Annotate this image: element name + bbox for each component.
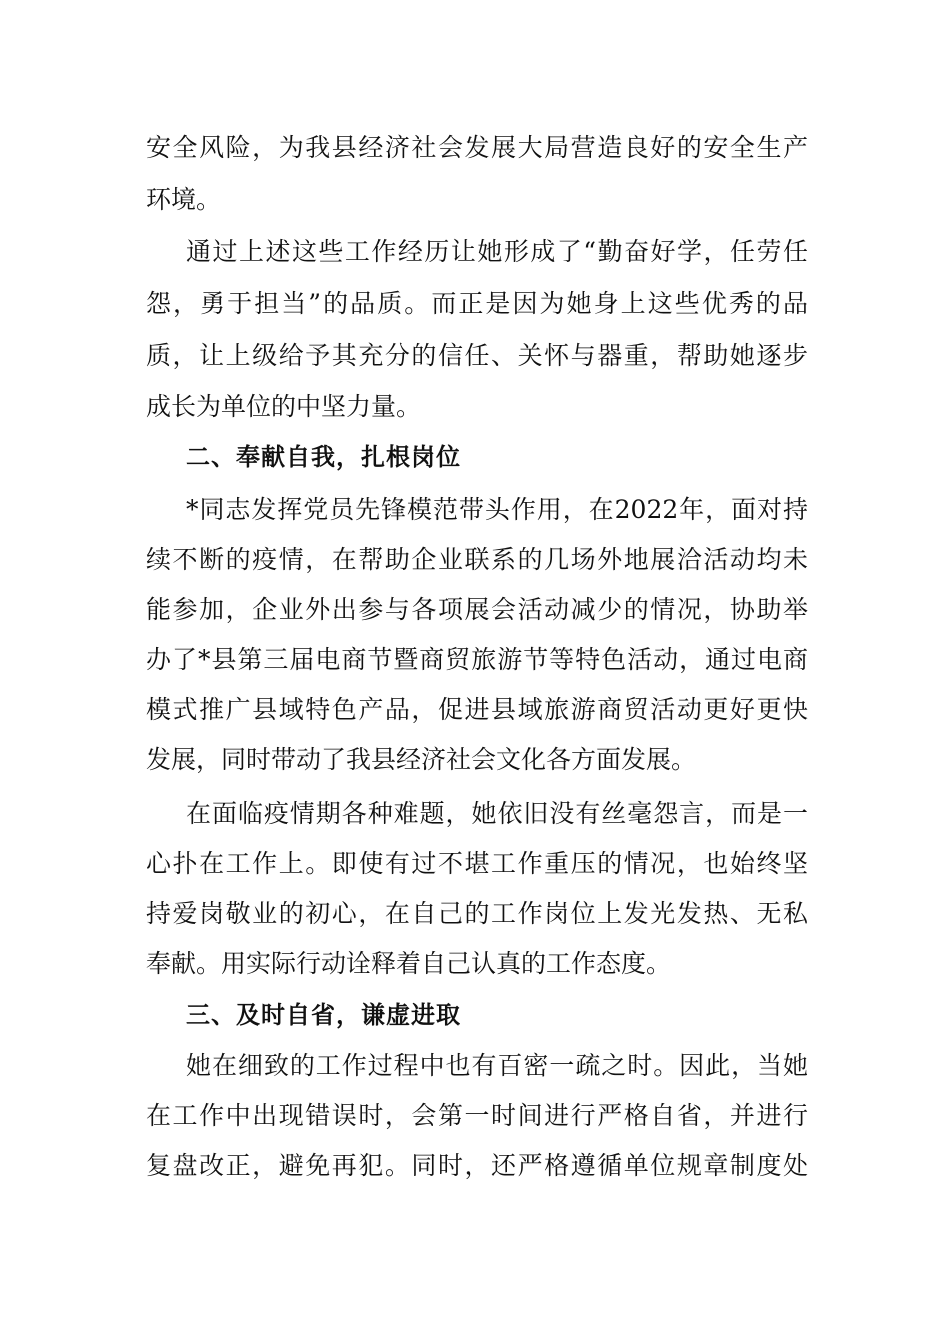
- paragraph-line: 在工作中出现错误时，会第一时间进行严格自省，并进行: [146, 1101, 808, 1130]
- paragraph-line: 心扑在工作上。即使有过不堪工作重压的情况，也始终坚: [146, 849, 808, 878]
- paragraph-line: 发展，同时带动了我县经济社会文化各方面发展。: [146, 745, 697, 774]
- paragraph-line: 成长为单位的中坚力量。: [146, 392, 422, 421]
- paragraph-line: 模式推广县域特色产品，促进县域旅游商贸活动更好更快: [146, 695, 808, 724]
- paragraph-line: 奉献。用实际行动诠释着自己认真的工作态度。: [146, 949, 672, 978]
- paragraph-line: *同志发挥党员先锋模范带头作用，在2022年，面对持: [186, 495, 808, 524]
- paragraph-line: 她在细致的工作过程中也有百密一疏之时。因此，当她: [186, 1051, 808, 1080]
- paragraph-line: 持爱岗敬业的初心，在自己的工作岗位上发光发热、无私: [146, 899, 808, 928]
- paragraph-line: 环境。: [146, 185, 222, 214]
- paragraph-line: 通过上述这些工作经历让她形成了“勤奋好学，任劳任: [186, 237, 808, 266]
- paragraph-line: 办了*县第三届电商节暨商贸旅游节等特色活动，通过电商: [146, 645, 808, 674]
- section-heading: 二、奉献自我，扎根岗位: [186, 443, 461, 471]
- paragraph-line: 安全风险，为我县经济社会发展大局营造良好的安全生产: [146, 133, 808, 162]
- paragraph-line: 质，让上级给予其充分的信任、关怀与器重，帮助她逐步: [146, 341, 808, 370]
- paragraph-line: 在面临疫情期各种难题，她依旧没有丝毫怨言，而是一: [186, 799, 808, 828]
- paragraph-line: 续不断的疫情，在帮助企业联系的几场外地展洽活动均未: [146, 545, 808, 574]
- paragraph-line: 复盘改正，避免再犯。同时，还严格遵循单位规章制度处: [146, 1151, 808, 1180]
- paragraph-line: 能参加，企业外出参与各项展会活动减少的情况，协助举: [146, 595, 808, 624]
- paragraph-line: 怨，勇于担当”的品质。而正是因为她身上这些优秀的品: [146, 289, 808, 318]
- section-heading: 三、及时自省，谦虚进取: [186, 1001, 461, 1029]
